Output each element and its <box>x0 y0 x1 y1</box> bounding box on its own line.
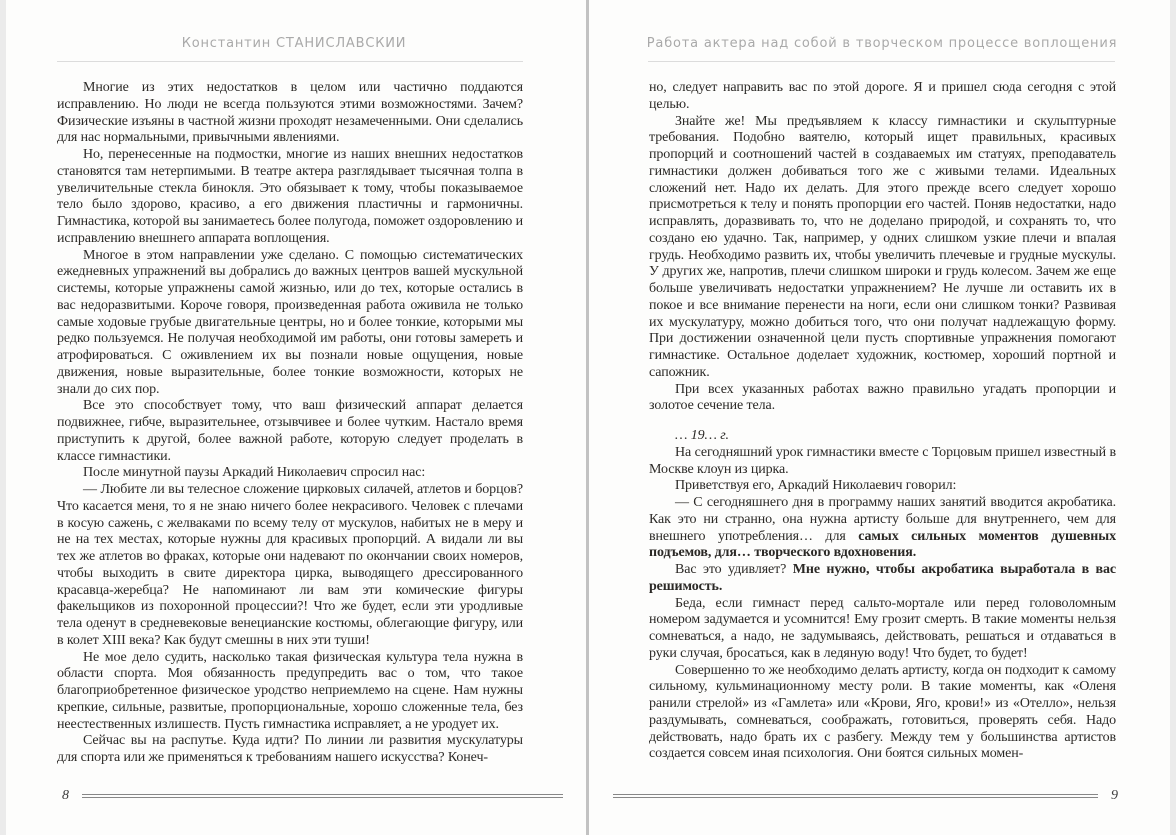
paragraph <box>57 465 523 482</box>
text-segment: самых сильных моментов душевных подъемов, для… творческого вдохновения. <box>649 528 1116 561</box>
paragraph <box>57 398 523 465</box>
text-segment: — Любите ли вы телесное сложение цирковых силачей, атлетов и борцов? Что касается меня, то я не знаю ничего более некрасивого. Человек с плечами в косую сажень, с желваками по всему телу от мускулов, набитых не в меру и не на тех местах, которые нужны для красивых пропорций. А видали ли вы тех же атлетов во фраках, которые они надевают по окончании своих номеров, чтобы выходить в свите директора цирка, выводящего дрессированного красавца-жеребца? Не напоминают ли вам эти комические фигуры факельщиков из похоронной процессии?! Что же будет, если эти уродливые тела оденут в средневековые венецианские костюмы, облегающие фигуру, или в колет XIII века? Как будут смешны в них эти туши! <box>57 482 523 648</box>
text-segment: Вас это удивляет? <box>675 562 793 577</box>
paragraph <box>57 248 523 399</box>
paragraph <box>649 478 1116 495</box>
paragraph <box>649 114 1116 382</box>
page-footer-right <box>613 789 1118 803</box>
paragraph <box>57 650 523 734</box>
header-rule <box>57 61 523 62</box>
page-number: 9 <box>1111 788 1118 803</box>
page-body-left <box>57 80 523 791</box>
paragraph <box>649 562 1116 596</box>
footer-rule <box>613 794 1098 798</box>
paragraph <box>57 147 523 248</box>
text-segment: Но, перенесенные на подмостки, многие из наших внешних недостатков становятся там нетерпимыми. В театре актера разглядывает тысячная толпа в увеличительные стекла бинокля. Это обязывает к тому, чтобы показываемое тело было здорово, красиво, а его движения пластичны и гармоничны. Гимнастика, которой вы занимаетесь более полугода, поможет оздоровлению и исправлению внешнего аппарата воплощения. <box>57 147 523 246</box>
paragraph <box>649 663 1116 764</box>
paragraph <box>649 382 1116 416</box>
paragraph <box>649 445 1116 479</box>
text-segment: Мне нужно, чтобы акробатика выработала в вас решимость. <box>649 562 1116 594</box>
paragraph <box>649 596 1116 663</box>
text-segment: Сейчас вы на распутье. Куда идти? По линии ли развития мускулатуры для спорта или же применяться к требованиям нашего искусства? Конеч- <box>57 733 523 765</box>
page-right <box>588 0 1176 835</box>
paragraph <box>57 733 523 767</box>
text-segment: Не мое дело судить, насколько такая физическая культура тела нужна в области спорта. Моя обязанность предупредить вас о том, что такое благоприобретенное физическое уродство неприемлемо на сцене. Нам нужны крепкие, сильные, развитые, пропорциональные, хорошо сложенные тела, без неестественных излишеств. Пусть гимнастика исправляет, а не уродует их. <box>57 649 523 732</box>
text-segment: На сегодняшний урок гимнастики вместе с Торцовым пришел известный в Москве клоун из цирка. <box>649 444 1116 477</box>
page-body-right <box>649 80 1116 791</box>
text-segment: После минутной паузы Аркадий Николаевич спросил нас: <box>83 465 426 481</box>
footer-rule <box>82 794 563 798</box>
page-footer-left <box>62 789 563 803</box>
text-segment: Многое в этом направлении уже сделано. С помощью систематических ежедневных упражнений вы добрались до важных центров вашей мускульной системы, которые упражнены самой жизнью, или до тех, которые остались в вас недоразвитыми. Короче говоря, произведенная работа оживила не только самые ходовые грубые двигательные центры, но и более тонкие, которыми мы редко пользуемся. Не получая необходимой им работы, они готовы замереть и атрофироваться. С оживлением их вы познали новые ощущения, новые движения, новые выразительные, более тонкие возможности, которых не знали до сих пор. <box>57 247 523 397</box>
page-number: 8 <box>62 788 69 803</box>
paragraph <box>649 495 1116 562</box>
running-header-title: Работа актера над собой в творческом процессе воплощения <box>646 36 1118 51</box>
running-header-author: Константин СТАНИСЛАВСКИЙ <box>181 36 407 51</box>
date-line <box>649 428 1116 445</box>
text-segment: Многие из этих недостатков в целом или частично поддаются исправлению. Но люди не всегда пользуются этими возможностями. Зачем? Физические изъяны в частной жизни проходят незамеченными. Они сделались для нас нормальными, привычными явлениями. <box>57 80 523 146</box>
text-segment: но, следует направить вас по этой дороге. Я и пришел сюда сегодня с этой целью. <box>649 80 1116 112</box>
text-segment: Беда, если гимнаст перед сальто-мортале или перед головоломным номером задумается и усомнится! Ему грозит смерть. В такие моменты нельзя сомневаться, а надо, не задумываясь, действовать, решаться и отдаваться в руки случая, бросаться, как в ледяную воду! Что будет, то будет! <box>649 595 1116 661</box>
paragraph <box>57 80 523 147</box>
paragraph <box>57 482 523 650</box>
text-segment: — С сегодняшнего дня в программу наших занятий вводится акробатика. Как это ни странно, она нужна артисту больше для внутреннего, чем для внешнего употребления… для <box>649 495 1116 544</box>
text-segment: Совершенно то же необходимо делать артисту, когда он подходит к самому сильному, кульминационному месту роли. В такие моменты, как «Оленя ранили стрелой» из «Гамлета» или «Крови, Яго, крови!» из «Отелло», нельзя раздумывать, сомневаться, соображать, готовиться, проверять себя. Надо действовать, надо брать их с разбегу. Между тем у большинства артистов создается совсем иная психология. Они боятся сильных момен- <box>649 662 1116 762</box>
paragraph <box>649 80 1116 114</box>
text-segment: Все это способствует тому, что ваш физический аппарат делается подвижнее, гибче, выразительнее, отзывчивее и более чутким. Настало время приступить к другой, более важной работе, которую следует проделать в классе гимнастики. <box>57 398 523 464</box>
text-segment: Приветствуя его, Аркадий Николаевич говорил: <box>675 478 957 494</box>
text-segment: При всех указанных работах важно правильно угадать пропорции и золотое сечение тела. <box>649 381 1116 414</box>
text-segment: … 19… г. <box>675 428 729 443</box>
header-rule <box>648 61 1115 62</box>
text-segment: Знайте же! Мы предъявляем к классу гимнастики и скульптурные требования. Подобно ваятелю, который ищет правильных, красивых пропорций и соотношений частей в создаваемых им статуях, преподаватель гимнастики должен добиваться того же с живыми телами. Идеальных сложений нет. Надо их делать. Для этого прежде всего следует хорошо присмотреться к телу и понять пропорции его частей. Поняв недостатки, надо исправлять, доразвивать то, что не доделано природой, и сохранять то, что создано ею удачно. Так, например, у одних слишком узкие плечи и впалая грудь. Необходимо развить их, чтобы увеличить плечевые и грудные мускулы. У других же, напротив, плечи слишком широки и грудь колесом. Зачем же еще больше увеличивать недостатки упражнением? Не лучше ли оставить их в покое и все внимание перенести на ноги, если они слишком тонки? Развивая их мускулатуру, можно добиться того, что они получат надлежащую форму. При достижении означенной цели пусть спортивные упражнения помогают гимнастике. Остальное доделает художник, костюмер, хороший портной и сапожник. <box>649 113 1116 380</box>
